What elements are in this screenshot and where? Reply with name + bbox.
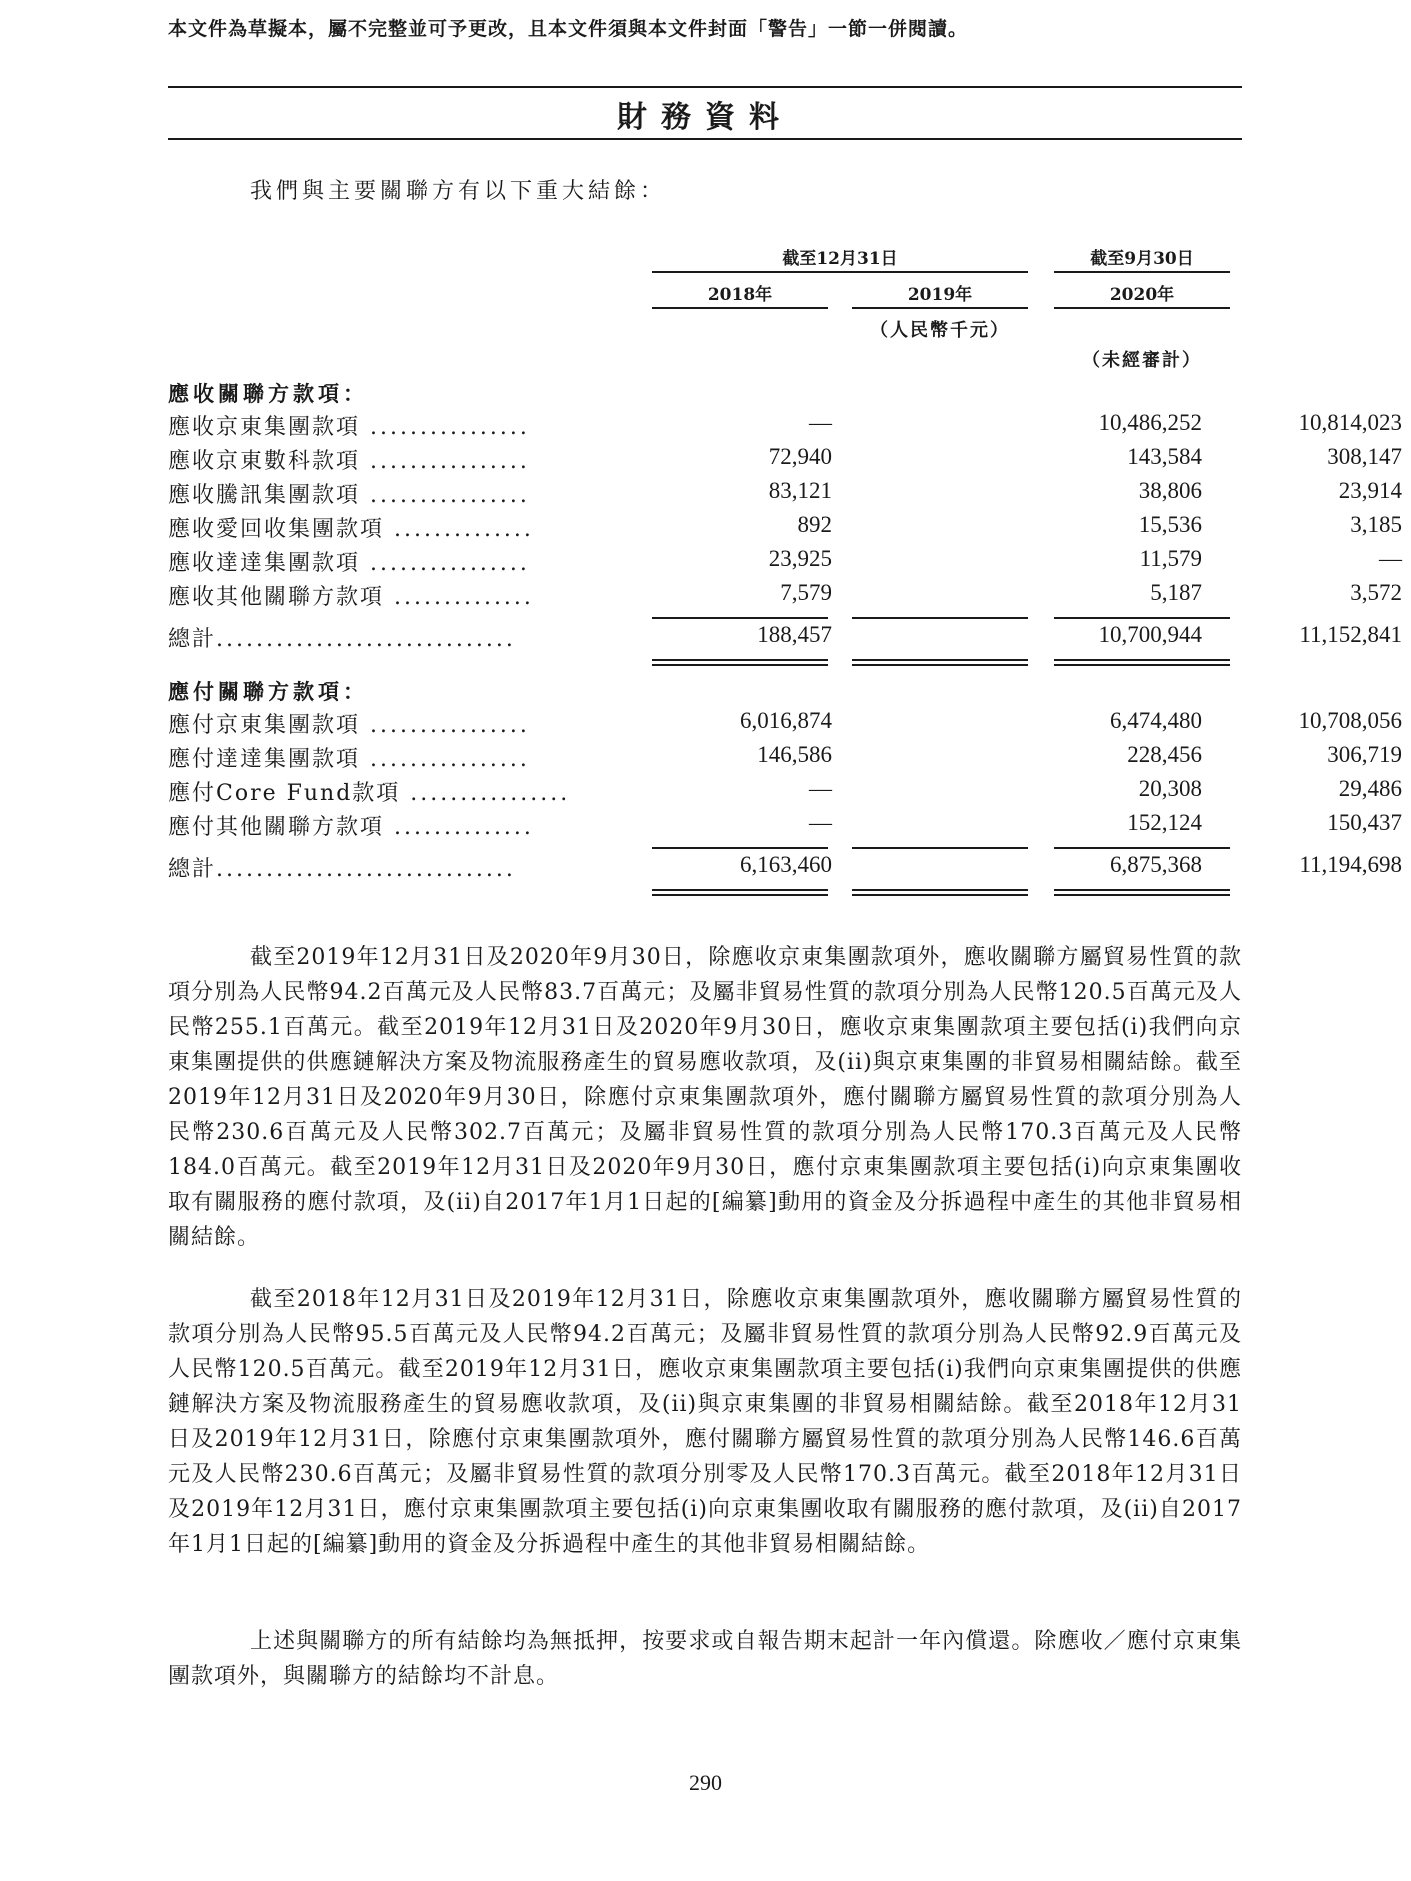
row-label: 應收愛回收集團款項 — [168, 517, 385, 542]
table-row: 應付京東集團款項 ................ 6,016,874 6,474,480 10,708,056 — [168, 708, 1402, 738]
title-rule-bottom — [168, 138, 1242, 140]
subtotal-rule — [652, 617, 828, 619]
row-label: 應付Core Fund款項 — [168, 781, 401, 806]
receivables-heading: 應收關聯方款項： — [168, 381, 368, 406]
year-rule-2018 — [652, 307, 828, 309]
double-rule — [652, 664, 828, 666]
table-row: 應收愛回收集團款項 .............. 892 15,536 3,185 — [168, 512, 1402, 542]
subtotal-rule — [1054, 617, 1230, 619]
unit-label: （人民幣千元） — [870, 320, 1010, 341]
row-label: 應付其他關聯方款項 — [168, 815, 385, 840]
value-2020: 23,914 — [1338, 478, 1402, 503]
year-rule-2020 — [1054, 307, 1230, 309]
total-label: 總計 — [168, 857, 217, 882]
value-2019: 38,806 — [1138, 478, 1202, 503]
subtotal-rule — [852, 847, 1028, 849]
value-2018: 892 — [797, 512, 832, 537]
value-2019: 5,187 — [1150, 580, 1202, 605]
subtotal-rule — [1054, 847, 1230, 849]
value-2019: 228,456 — [1127, 742, 1202, 767]
double-rule — [1054, 894, 1230, 896]
value-2020: 10,814,023 — [1298, 410, 1402, 435]
table-row: 應付其他關聯方款項 .............. — 152,124 150,437 — [168, 810, 1402, 840]
payables-heading: 應付關聯方款項： — [168, 679, 368, 704]
table-row: 應付Core Fund款項 ................ — 20,308 29,486 — [168, 776, 1402, 806]
row-label: 應付達達集團款項 — [168, 747, 361, 772]
total-label: 總計 — [168, 627, 217, 652]
total-row: 總計.............................. 6,163,460 6,875,368 11,194,698 — [168, 852, 1402, 882]
row-label: 應收騰訊集團款項 — [168, 483, 361, 508]
year-header-2018: 2018年 — [707, 285, 773, 305]
subtotal-rule — [852, 617, 1028, 619]
value-2018: 7,579 — [780, 580, 832, 605]
double-rule — [1054, 659, 1230, 661]
total-2018: 188,457 — [757, 622, 832, 647]
value-2019: 10,486,252 — [1098, 410, 1202, 435]
row-label: 應收京東數科款項 — [168, 449, 361, 474]
value-2019: 143,584 — [1127, 444, 1202, 469]
value-2018: 72,940 — [768, 444, 832, 469]
row-label: 應收京東集團款項 — [168, 415, 361, 440]
double-rule — [652, 894, 828, 896]
total-2018: 6,163,460 — [740, 852, 832, 877]
year-header-2019: 2019年 — [907, 285, 973, 305]
total-2020: 11,194,698 — [1299, 852, 1402, 877]
table-row: 應收京東數科款項 ................ 72,940 143,584 308,147 — [168, 444, 1402, 474]
value-2019: 20,308 — [1138, 776, 1202, 801]
period-header-rule-sep30 — [1054, 271, 1230, 273]
body-paragraph: 上述與關聯方的所有結餘均為無抵押，按要求或自報告期末起計一年內償還。除應收／應付京東集團款項外，與關聯方的結餘均不計息。 — [168, 1629, 1242, 1689]
value-2019: 15,536 — [1138, 512, 1202, 537]
intro-text: 我們與主要關聯方有以下重大結餘： — [250, 179, 667, 204]
double-rule — [852, 659, 1028, 661]
value-2018: 6,016,874 — [740, 708, 832, 733]
value-2020: 150,437 — [1327, 810, 1402, 835]
row-label: 應付京東集團款項 — [168, 713, 361, 738]
total-row: 總計.............................. 188,457 10,700,944 11,152,841 — [168, 622, 1402, 652]
value-2018: 146,586 — [757, 742, 832, 767]
table-row: 應付達達集團款項 ................ 146,586 228,456 306,719 — [168, 742, 1402, 772]
draft-disclaimer: 本文件為草擬本，屬不完整並可予更改，且本文件須與本文件封面「警告」一節一併閱讀。 — [168, 18, 969, 40]
value-2020: 10,708,056 — [1298, 708, 1402, 733]
row-label: 應收其他關聯方款項 — [168, 585, 385, 610]
value-2019: 11,579 — [1139, 546, 1202, 571]
value-2019: 152,124 — [1127, 810, 1202, 835]
total-2020: 11,152,841 — [1299, 622, 1402, 647]
period-header-sep30: 截至9月30日 — [1090, 249, 1194, 269]
value-2020: 29,486 — [1338, 776, 1402, 801]
double-rule — [652, 659, 828, 661]
double-rule — [852, 889, 1028, 891]
double-rule — [852, 894, 1028, 896]
title-rule-top — [168, 86, 1242, 88]
value-2020: 306,719 — [1327, 742, 1402, 767]
row-label: 應收達達集團款項 — [168, 551, 361, 576]
table-row: 應收達達集團款項 ................ 23,925 11,579 — — [168, 546, 1402, 576]
subtotal-rule — [652, 847, 828, 849]
total-2019: 10,700,944 — [1098, 622, 1202, 647]
value-2020: 3,572 — [1350, 580, 1402, 605]
period-header-dec31: 截至12月31日 — [782, 249, 898, 269]
table-row: 應收其他關聯方款項 .............. 7,579 5,187 3,572 — [168, 580, 1402, 610]
page-number: 290 — [689, 1770, 722, 1795]
value-2019: 6,474,480 — [1110, 708, 1202, 733]
value-2018: 83,121 — [768, 478, 832, 503]
year-header-2020: 2020年 — [1109, 285, 1175, 305]
section-title: 財務資料 — [617, 100, 793, 135]
value-2018: — — [809, 410, 832, 435]
total-2019: 6,875,368 — [1110, 852, 1202, 877]
double-rule — [1054, 664, 1230, 666]
body-paragraph: 截至2019年12月31日及2020年9月30日，除應收京東集團款項外，應收關聯方屬貿易性質的款項分別為人民幣94.2百萬元及人民幣83.7百萬元；及屬非貿易性質的款項分別為人民幣120.5百萬元及人民幣255.1百萬元。截至2019年12月31日及2020年9月30日，應收京東集團款項主要包括(i)我們向京東集團提供的供應鏈解決方案及物流服務產生的貿易應收款項，及(ii)與京東集團的非貿易相關結餘。截至2019年12月31日及2020年9月30日，除應付京東集團款項外，應付關聯方屬貿易性質的款項分別為人民幣230.6百萬元及人民幣302.7百萬元；及屬非貿易性質的款項分別為人民幣170.3百萬元及人民幣184.0百萬元。截至2019年12月31日及2020年9月30日，應付京東集團款項主要包括(i)向京東集團收取有關服務的應付款項，及(ii)自2017年1月1日起的[編纂]動用的資金及分拆過程中產生的其他非貿易相關結餘。 — [168, 945, 1242, 1250]
value-2018: 23,925 — [768, 546, 832, 571]
value-2020: 308,147 — [1327, 444, 1402, 469]
double-rule — [852, 664, 1028, 666]
value-2020: 3,185 — [1350, 512, 1402, 537]
double-rule — [652, 889, 828, 891]
value-2018: — — [809, 810, 832, 835]
double-rule — [1054, 889, 1230, 891]
unaudited-label: （未經審計） — [1082, 350, 1202, 371]
table-row: 應收京東集團款項 ................ — 10,486,252 10,814,023 — [168, 410, 1402, 440]
table-row: 應收騰訊集團款項 ................ 83,121 38,806 23,914 — [168, 478, 1402, 508]
period-header-rule-dec31 — [652, 271, 1028, 273]
year-rule-2019 — [852, 307, 1028, 309]
value-2018: — — [809, 776, 832, 801]
body-paragraph: 截至2018年12月31日及2019年12月31日，除應收京東集團款項外，應收關聯方屬貿易性質的款項分別為人民幣95.5百萬元及人民幣94.2百萬元；及屬非貿易性質的款項分別為人民幣92.9百萬元及人民幣120.5百萬元。截至2019年12月31日，應收京東集團款項主要包括(i)我們向京東集團提供的供應鏈解決方案及物流服務產生的貿易應收款項，及(ii)與京東集團的非貿易相關結餘。截至2018年12月31日及2019年12月31日，除應付京東集團款項外，應付關聯方屬貿易性質的款項分別為人民幣146.6百萬元及人民幣230.6百萬元；及屬非貿易性質的款項分別零及人民幣170.3百萬元。截至2018年12月31日及2019年12月31日，應付京東集團款項主要包括(i)向京東集團收取有關服務的應付款項，及(ii)自2017年1月1日起的[編纂]動用的資金及分拆過程中產生的其他非貿易相關結餘。 — [168, 1287, 1242, 1557]
value-2020: — — [1379, 546, 1402, 571]
